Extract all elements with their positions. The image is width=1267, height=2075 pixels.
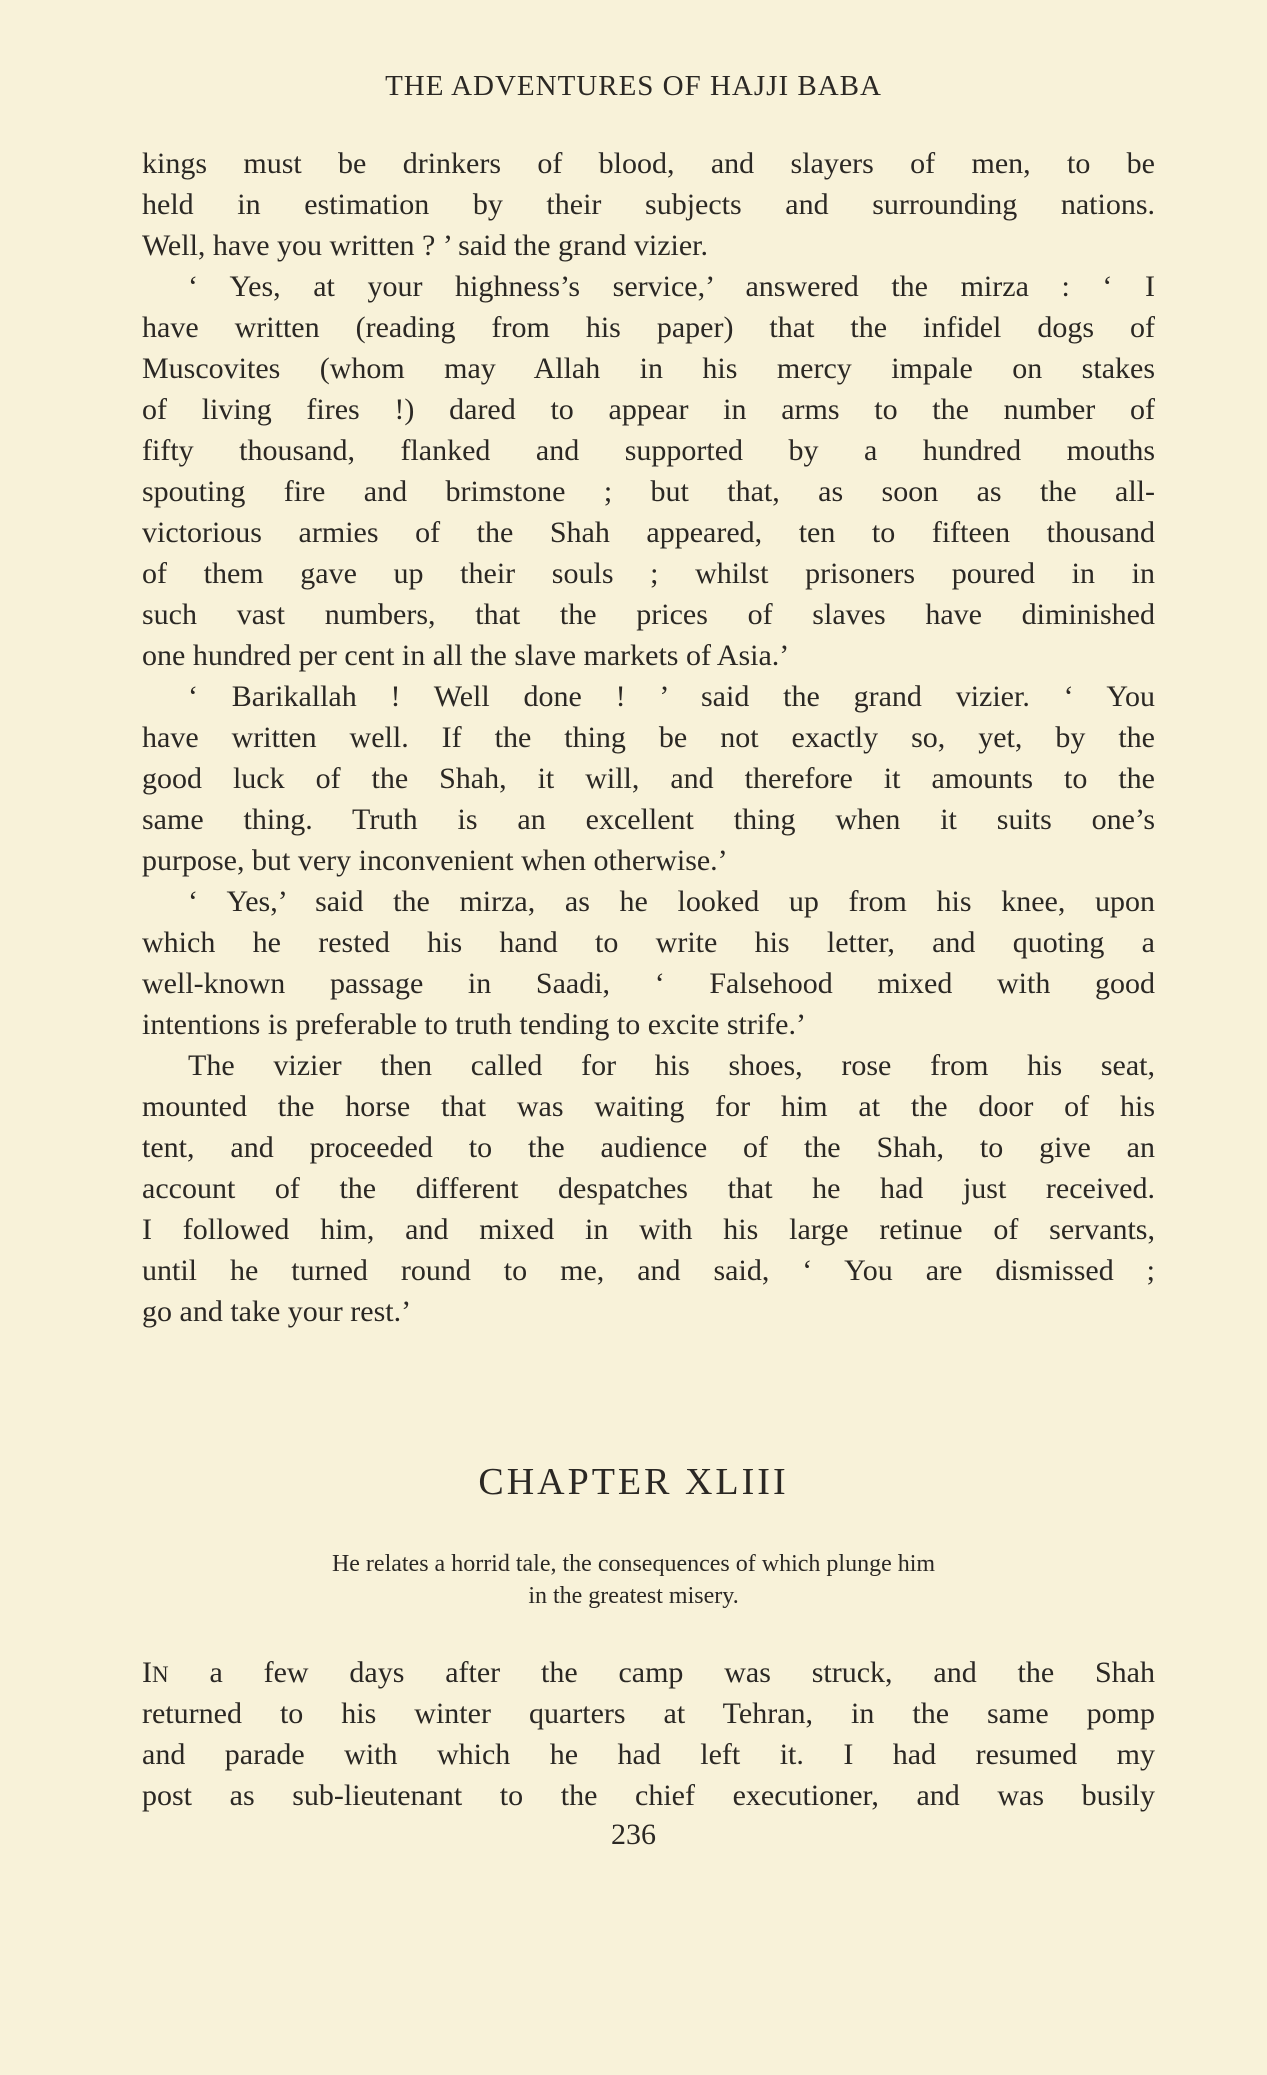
text-line: held in estimation by their subjects and surrounding nations.: [142, 188, 1155, 221]
text-line: until he turned round to me, and said, ‘ You are dismissed ;: [142, 1254, 1155, 1287]
text-line: ‘ Yes, at your highness’s service,’ answered the mirza : ‘ I: [188, 270, 1155, 303]
chapter-title: CHAPTER XLIII: [478, 1461, 789, 1503]
chapter-summary: [0, 1548, 1267, 1612]
text-line: such vast numbers, that the prices of slaves have diminished: [142, 598, 1155, 631]
text-line: returned to his winter quarters at Tehran, in the same pomp: [142, 1697, 1155, 1730]
drop-initial: I: [142, 1656, 152, 1689]
text-line: tent, and proceeded to the audience of the Shah, to give an: [142, 1131, 1155, 1164]
page-number: 236: [611, 1818, 656, 1851]
text-line: fifty thousand, flanked and supported by a hundred mouths: [142, 434, 1155, 467]
text-line: mounted the horse that was waiting for him at the door of his: [142, 1090, 1155, 1123]
text-line: one hundred per cent in all the slave markets of Asia.’: [142, 639, 790, 672]
chapter-summary-line: in the greatest misery.: [528, 1583, 739, 1609]
text-line: have written well. If the thing be not exactly so, yet, by the: [142, 721, 1155, 754]
running-header: THE ADVENTURES OF HAJJI BABA: [385, 70, 882, 102]
text-line: of them gave up their souls ; whilst prisoners poured in in: [142, 557, 1155, 590]
text-line: purpose, but very inconvenient when otherwise.’: [142, 844, 728, 877]
chapter-opening-text: [142, 1652, 1155, 1816]
small-caps: N: [152, 1662, 169, 1687]
text-line: ‘ Barikallah ! Well done ! ’ said the grand vizier. ‘ You: [188, 680, 1155, 713]
text-line: kings must be drinkers of blood, and slayers of men, to be: [142, 147, 1155, 180]
text-line: Well, have you written ? ’ said the grand vizier.: [142, 229, 709, 262]
text-line: which he rested his hand to write his letter, and quoting a: [142, 926, 1155, 959]
text-line: intentions is preferable to truth tending to excite strife.’: [142, 1008, 806, 1041]
text-line: I followed him, and mixed in with his large retinue of servants,: [142, 1213, 1155, 1246]
text-line: [142, 1652, 1155, 1693]
body-text: [142, 143, 1155, 1332]
text-line: good luck of the Shah, it will, and therefore it amounts to the: [142, 762, 1155, 795]
text-line: account of the different despatches that he had just received.: [142, 1172, 1155, 1205]
text-line: and parade with which he had left it. I had resumed my: [142, 1738, 1155, 1771]
text-line: ‘ Yes,’ said the mirza, as he looked up from his knee, upon: [188, 885, 1155, 918]
text-line: victorious armies of the Shah appeared, ten to fifteen thousand: [142, 516, 1155, 549]
text-line-rest: a few days after the camp was struck, and the Shah: [168, 1656, 1155, 1689]
text-line: post as sub-lieutenant to the chief executioner, and was busily: [142, 1779, 1155, 1812]
text-line: of living fires !) dared to appear in arms to the number of: [142, 393, 1155, 426]
text-line: have written (reading from his paper) that the infidel dogs of: [142, 311, 1155, 344]
text-line: The vizier then called for his shoes, rose from his seat,: [188, 1049, 1155, 1082]
text-line: go and take your rest.’: [142, 1295, 412, 1328]
text-line: Muscovites (whom may Allah in his mercy impale on stakes: [142, 352, 1155, 385]
text-line: well-known passage in Saadi, ‘ Falsehood mixed with good: [142, 967, 1155, 1000]
text-line: same thing. Truth is an excellent thing when it suits one’s: [142, 803, 1155, 836]
chapter-summary-line: He relates a horrid tale, the consequences of which plunge him: [331, 1551, 936, 1577]
text-line: spouting fire and brimstone ; but that, as soon as the all-: [142, 475, 1155, 508]
